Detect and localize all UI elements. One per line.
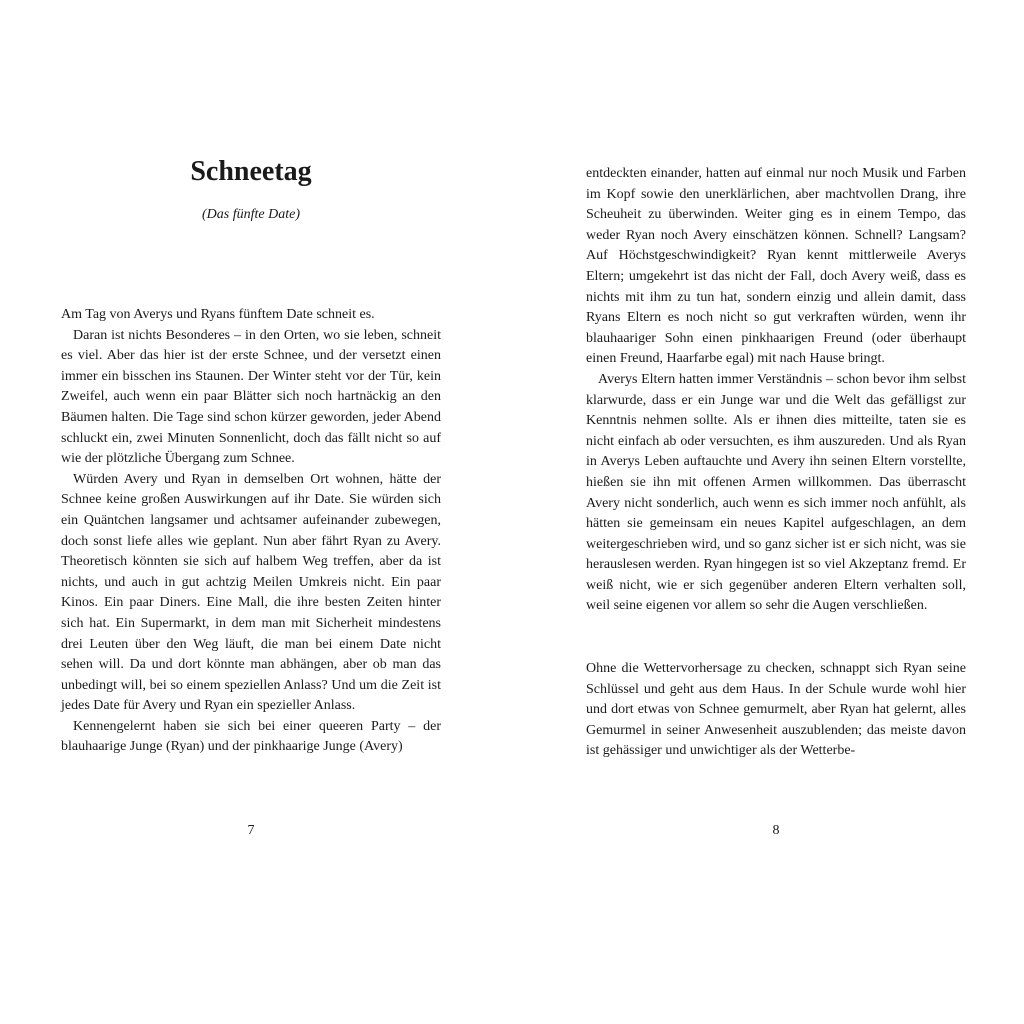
paragraph: Daran ist nichts Besonderes – in den Orten, wo sie leben, schneit es viel. Aber das hier ist der erste Schnee, und der versetzt einen immer ein bisschen ins Staunen. Der Winter steht vor der Tür, kein Zweifel, auch wenn ein paar Blätter sich noch hartnäckig an den Bäumen halten. Die Tage sind schon kürzer geworden, jeder Abend schluckt ein, zwei Minuten Sonnenlicht, doch das fällt nicht so auf wie der plötzliche Übergang zum Schnee. (61, 327, 441, 467)
chapter-subtitle: (Das fünfte Date) (202, 207, 300, 222)
paragraph: Am Tag von Averys und Ryans fünftem Date schneit es. (61, 307, 375, 322)
paragraph: Kennengelernt haben sie sich bei einer queeren Party – der blauhaarige Junge (Ryan) und der pinkhaarige Junge (Avery) (61, 718, 441, 755)
section-break (586, 617, 966, 659)
page-number: 8 (772, 823, 780, 838)
chapter-title: Schneetag (190, 156, 312, 187)
paragraph: Averys Eltern hatten immer Verständnis – schon bevor ihm selbst klarwurde, dass er ein Junge war und die Welt das gefälligst zur Kenntnis nehmen sollte. Als er ihnen dies mitteilte, taten sie es nicht einfach ab oder versuchten, es ihm auszureden. Und als Ryan in Averys Leben auftauchte und Avery ihn seinen Eltern vorstellte, hießen sie ihn mit offenen Armen willkommen. Das überrascht Avery nicht sonderlich, auch wenn es sich immer noch anfühlt, als hätten sie gemeinsam ein neues Kapitel aufgeschlagen, an dem weitergeschrieben wird, und so ganz sicher ist er sich nicht, was sie herauslesen werden. Ryan hingegen ist so viel Akzeptanz fremd. Er weiß nicht, wie er sich gegenüber anderen Eltern verhalten soll, weil seine eigenen vor allem so sehr die Augen verschließen. (586, 371, 966, 614)
right-page-text (586, 164, 966, 762)
page-number: 7 (247, 823, 255, 838)
left-page-text (61, 305, 441, 758)
paragraph: Würden Avery und Ryan in demselben Ort wohnen, hätte der Schnee keine großen Auswirkungen auf ihr Date. Sie würden sich ein Quäntchen langsamer und achtsamer aufeinander zubewegen, doch sonst liefe alles wie geplant. Nun aber fährt Ryan zu Avery. Theoretisch könnten sie sich auf halbem Weg treffen, aber da ist nichts, und auch in gut achtzig Meilen Umkreis nicht. Ein paar Kinos. Ein paar Diners. Eine Mall, die ihre besten Zeiten hinter sich hat. Ein Supermarkt, in dem man mit Sicherheit mindestens drei Leuten über den Weg läuft, die man bei einem Date nicht sehen will. Da und dort könnte man abhängen, aber ob man das unbedingt will, bei so einem speziellen Anlass? Und um die Zeit ist jedes Date für Avery und Ryan ein spezieller Anlass. (61, 471, 441, 714)
paragraph: entdeckten einander, hatten auf einmal nur noch Musik und Farben im Kopf sowie den unerklärlichen, aber machtvollen Drang, ihre Scheuheit zu überwinden. Weiter ging es in einem Tempo, das weder Ryan noch Avery einschätzen können. Schnell? Langsam? Auf Höchstgeschwindigkeit? Ryan kennt mittlerweile Averys Eltern; umgekehrt ist das nicht der Fall, doch Avery weiß, dass es nichts mit ihm zu tun hat, sondern einzig und allein damit, dass Ryans Eltern es noch nicht so gut verkraften würden, wenn ihr blauhaariger Sohn einen pinkhaarigen Freund (oder überhaupt einen Freund, Haarfarbe egal) mit nach Hause bringt. (586, 166, 966, 367)
paragraph: Ohne die Wettervorhersage zu checken, schnappt sich Ryan seine Schlüssel und geht aus dem Haus. In der Schule wurde wohl hier und dort etwas von Schnee gemurmelt, aber Ryan hat gelernt, alles Gemurmel in seiner Anwesenheit auszublenden; das meiste davon ist gehässiger und unwichtiger als der Wetterbe- (586, 661, 966, 759)
